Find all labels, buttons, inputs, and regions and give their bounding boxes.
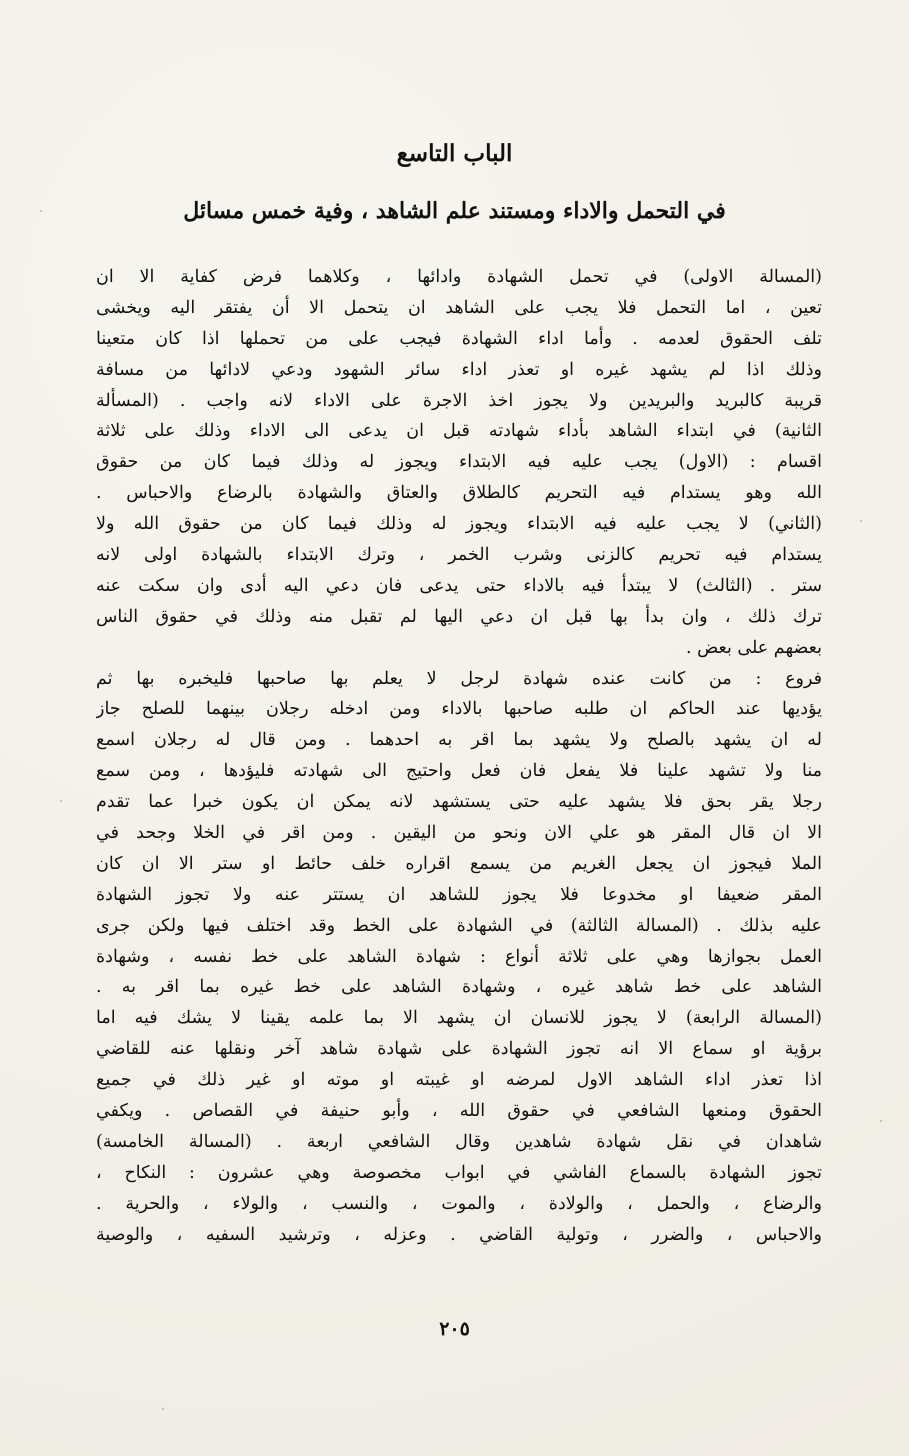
text-line: عليه بذلك . (المسالة الثالثة) في الشهادة على الخط وقد اختلف فيها ولكن جرى bbox=[96, 915, 822, 936]
text-line: له ان يشهد بالصلح ولا يشهد بما اقر به احدهما . ومن قال له رجلان اسمع bbox=[96, 730, 822, 751]
text-line: يستدام فيه تحريم كالزنى وشرب الخمر ، وترك الابتداء بالشهادة اولى لانه bbox=[96, 545, 822, 566]
text-line: برؤية او سماع الا انه تجوز الشهادة على شهادة شاهد آخر ونقلها عنه للقاضي bbox=[96, 1039, 822, 1060]
page-number: ٢٠٥ bbox=[439, 1318, 470, 1340]
text-line: فروع : من كانت عنده شهادة لرجل لا يعلم بها صاحبها فليخبره بها ثم bbox=[96, 668, 822, 689]
text-line: تلف الحقوق لعدمه . وأما اداء الشهادة فيجب على من تحملها اذا كان متعينا bbox=[96, 328, 822, 349]
text-line: تعين ، اما التحمل فلا يجب على الشاهد ان يتحمل الا أن يفتقر اليه ويخشى bbox=[96, 297, 822, 318]
section-title: في التحمل والاداء ومستند علم الشاهد ، وفية خمس مسائل bbox=[183, 198, 726, 224]
scan-speck bbox=[880, 1120, 882, 1122]
scan-speck bbox=[60, 800, 62, 802]
text-line: قريبة كالبريد والبريدين ولا يجوز اخذ الاجرة على الاداء لانه واجب . (المسألة bbox=[96, 390, 822, 411]
text-line: الا ان قال المقر هو علي الان ونحو من اليقين . ومن اقر في الخلا وجحد في bbox=[96, 823, 822, 844]
text-line: (المسالة الرابعة) لا يجوز للانسان ان يشهد الا بما علمه يقينا لا يشك فيه اما bbox=[96, 1008, 822, 1029]
text-line: بعضهم على بعض . bbox=[685, 637, 822, 658]
text-line: الملا فيجوز ان يجعل الغريم من يسمع اقراره خلف حائط او ستر الا ان كان bbox=[96, 853, 822, 874]
text-line: العمل بجوازها وهي على ثلاثة أنواع : شهادة الشاهد على خط نفسه ، وشهادة bbox=[96, 946, 822, 967]
text-line: الحقوق ومنعها الشافعي في حقوق الله ، وأبو حنيفة في القصاص . ويكفي bbox=[96, 1101, 822, 1122]
text-line: الشاهد على خط شاهد غيره ، وشهادة الشاهد على خط غيره بما اقر به . bbox=[96, 977, 822, 998]
text-line: (المسالة الاولى) في تحمل الشهادة وادائها ، وكلاهما فرض كفاية الا ان bbox=[96, 267, 822, 287]
text-line: رجلا يقر بحق فلا يشهد عليه حتى يستشهد لانه يمكن ان يكون خبرا عما تقدم bbox=[96, 792, 822, 813]
text-line: اذا تعذر اداء الشاهد الاول لمرضه او غيبته او موته او غير ذلك في جميع bbox=[96, 1070, 822, 1091]
text-line: الله وهو يستدام فيه التحريم كالطلاق والعتاق والشهادة بالرضاع والاحباس . bbox=[96, 483, 822, 504]
text-line: ترك ذلك ، وان بدأ بها قبل ان دعي اليها لم تقبل منه وذلك في حقوق الناس bbox=[96, 606, 822, 627]
text-line: اقسام : (الاول) يجب عليه فيه الابتداء ويجوز له وذلك فيما كان من حقوق bbox=[96, 452, 822, 473]
text-line: (الثاني) لا يجب عليه فيه الابتداء ويجوز له وذلك فيما كان من حقوق الله ولا bbox=[96, 514, 822, 535]
body-text bbox=[96, 262, 822, 1251]
text-line: وذلك اذا لم يشهد غيره او تعذر اداء سائر الشهود ودعي لادائها من مسافة bbox=[96, 359, 822, 380]
text-line: والرضاع ، والحمل ، والولادة ، والموت ، والنسب ، والولاء ، والحرية . bbox=[96, 1193, 822, 1214]
text-line: تجوز الشهادة بالسماع الفاشي في ابواب مخصوصة وهي عشرون : النكاح ، bbox=[96, 1162, 822, 1183]
chapter-title: الباب التاسع bbox=[396, 140, 513, 167]
text-line: والاحباس ، والضرر ، وتولية القاضي . وعزله ، وترشيد السفيه ، والوصية bbox=[96, 1224, 822, 1245]
text-line: المقر ضعيفا او مخدوعا فلا يجوز للشاهد ان يستتر عنه ولا تجوز الشهادة bbox=[96, 884, 822, 905]
text-line: يؤديها عند الحاكم ان طلبه صاحبها بالاداء ومن ادخله رجلان بينهما للصلح جاز bbox=[96, 699, 822, 720]
scan-speck bbox=[162, 1408, 164, 1410]
scan-speck bbox=[860, 520, 862, 522]
text-line: منا ولا تشهد علينا فلا يفعل فان فعل واحتيج الى شهادته فليؤدها ، ومن سمع bbox=[96, 761, 822, 782]
text-line: ستر . (الثالث) لا يبتدأ فيه بالاداء حتى يدعى فان دعي اليه أدى وان سكت عنه bbox=[96, 575, 822, 596]
scan-speck bbox=[40, 210, 42, 212]
text-line: الثانية) في ابتداء الشاهد بأداء شهادته قبل ان يدعى الى الاداء وذلك على ثلاثة bbox=[96, 421, 822, 442]
text-line: شاهدان في نقل شهادة شاهدين وقال الشافعي اربعة . (المسالة الخامسة) bbox=[96, 1131, 822, 1152]
